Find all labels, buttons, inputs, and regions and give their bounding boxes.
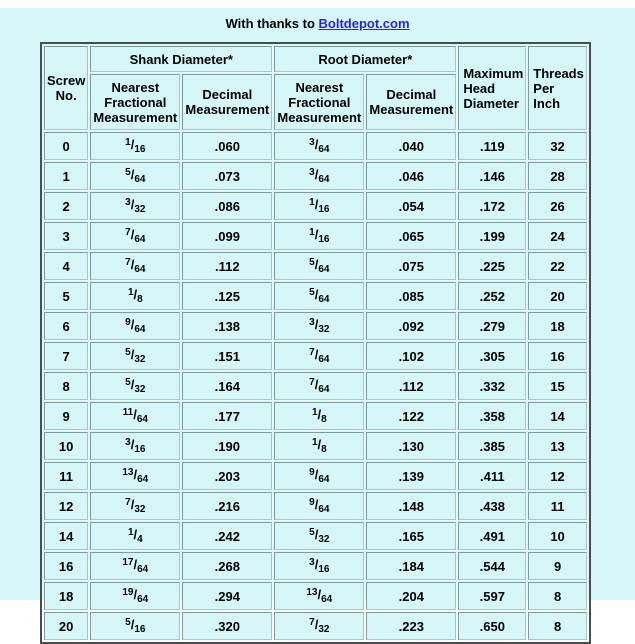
cell-screw-no: 20 (44, 612, 88, 640)
cell-root-decimal: .075 (366, 252, 456, 280)
cell-root-decimal: .092 (366, 312, 456, 340)
fraction-value: $^5/_{32}$ (309, 527, 330, 545)
fraction-value: $^5/_{32}$ (125, 347, 146, 365)
cell-shank-fraction (90, 222, 180, 250)
cell-root-fraction (274, 462, 364, 490)
cell-root-decimal: .165 (366, 522, 456, 550)
table-row (44, 432, 587, 460)
cell-shank-decimal: .073 (182, 162, 272, 190)
cell-threads-per-inch: 10 (528, 522, 587, 550)
table-row (44, 522, 587, 550)
cell-shank-decimal: .203 (182, 462, 272, 490)
cell-root-decimal: .184 (366, 552, 456, 580)
cell-root-fraction (274, 612, 364, 640)
header-root-nearest-fractional: Nearest Fractional Measurement (274, 74, 364, 130)
cell-root-decimal: .139 (366, 462, 456, 490)
cell-screw-no: 3 (44, 222, 88, 250)
table-row (44, 222, 587, 250)
fraction-value: $^{19}/_{64}$ (122, 587, 149, 605)
table-row (44, 372, 587, 400)
cell-max-head-diameter: .411 (458, 462, 526, 490)
cell-shank-decimal: .320 (182, 612, 272, 640)
cell-shank-fraction (90, 162, 180, 190)
table-row (44, 252, 587, 280)
header-max-head-diameter: Maximum Head Diameter (458, 46, 526, 130)
cell-threads-per-inch: 14 (528, 402, 587, 430)
cell-shank-fraction (90, 582, 180, 610)
cell-max-head-diameter: .305 (458, 342, 526, 370)
fraction-value: $^3/_{32}$ (125, 197, 146, 215)
fraction-value: $^1/_8$ (311, 437, 327, 455)
fraction-value: $^3/_{16}$ (309, 557, 330, 575)
cell-max-head-diameter: .252 (458, 282, 526, 310)
cell-shank-fraction (90, 522, 180, 550)
cell-shank-decimal: .099 (182, 222, 272, 250)
header-shank-decimal: Decimal Measurement (182, 74, 272, 130)
fraction-value: $^7/_{32}$ (125, 497, 146, 515)
cell-shank-fraction (90, 132, 180, 160)
fraction-value: $^{13}/_{64}$ (122, 467, 149, 485)
cell-root-decimal: .204 (366, 582, 456, 610)
cell-root-decimal: .054 (366, 192, 456, 220)
table-row (44, 282, 587, 310)
fraction-value: $^7/_{32}$ (309, 617, 330, 635)
cell-max-head-diameter: .119 (458, 132, 526, 160)
fraction-value: $^1/_8$ (311, 407, 327, 425)
fraction-value: $^5/_{16}$ (125, 617, 146, 635)
boltdepot-link[interactable]: Boltdepot.com (318, 16, 410, 31)
table-row (44, 402, 587, 430)
cell-threads-per-inch: 8 (528, 582, 587, 610)
cell-shank-fraction (90, 192, 180, 220)
fraction-value: $^1/_{16}$ (125, 137, 146, 155)
header-shank-diameter: Shank Diameter* (90, 46, 272, 72)
cell-root-fraction (274, 432, 364, 460)
cell-screw-no: 0 (44, 132, 88, 160)
cell-shank-decimal: .294 (182, 582, 272, 610)
header-root-diameter: Root Diameter* (274, 46, 456, 72)
cell-root-fraction (274, 162, 364, 190)
screw-size-table (40, 42, 591, 644)
cell-max-head-diameter: .385 (458, 432, 526, 460)
cell-screw-no: 6 (44, 312, 88, 340)
fraction-value: $^9/_{64}$ (309, 467, 330, 485)
cell-threads-per-inch: 13 (528, 432, 587, 460)
cell-shank-fraction (90, 402, 180, 430)
table-row (44, 462, 587, 490)
table-header (44, 46, 587, 130)
fraction-value: $^9/_{64}$ (309, 497, 330, 515)
fraction-value: $^5/_{64}$ (309, 287, 330, 305)
cell-threads-per-inch: 9 (528, 552, 587, 580)
page-title (0, 8, 635, 32)
fraction-value: $^3/_{32}$ (309, 317, 330, 335)
cell-screw-no: 11 (44, 462, 88, 490)
cell-root-fraction (274, 282, 364, 310)
cell-screw-no: 2 (44, 192, 88, 220)
header-root-decimal: Decimal Measurement (366, 74, 456, 130)
cell-screw-no: 4 (44, 252, 88, 280)
fraction-value: $^5/_{64}$ (309, 257, 330, 275)
table-row (44, 342, 587, 370)
cell-shank-decimal: .125 (182, 282, 272, 310)
fraction-value: $^3/_{64}$ (309, 167, 330, 185)
page-background (0, 8, 635, 635)
fraction-value: $^9/_{64}$ (125, 317, 146, 335)
cell-threads-per-inch: 22 (528, 252, 587, 280)
cell-root-fraction (274, 372, 364, 400)
fraction-value: $^1/_4$ (127, 527, 143, 545)
cell-root-fraction (274, 192, 364, 220)
fraction-value: $^7/_{64}$ (309, 377, 330, 395)
cell-shank-decimal: .112 (182, 252, 272, 280)
cell-root-decimal: .046 (366, 162, 456, 190)
cell-screw-no: 18 (44, 582, 88, 610)
table-row (44, 492, 587, 520)
header-shank-nearest-fractional: Nearest Fractional Measurement (90, 74, 180, 130)
cell-screw-no: 14 (44, 522, 88, 550)
cell-root-decimal: .040 (366, 132, 456, 160)
cell-threads-per-inch: 28 (528, 162, 587, 190)
cell-screw-no: 5 (44, 282, 88, 310)
fraction-value: $^7/_{64}$ (309, 347, 330, 365)
table-row (44, 612, 587, 640)
cell-threads-per-inch: 32 (528, 132, 587, 160)
fraction-value: $^5/_{64}$ (125, 167, 146, 185)
cell-screw-no: 16 (44, 552, 88, 580)
cell-shank-decimal: .138 (182, 312, 272, 340)
table-row (44, 162, 587, 190)
table-row (44, 582, 587, 610)
cell-root-decimal: .223 (366, 612, 456, 640)
cell-threads-per-inch: 20 (528, 282, 587, 310)
cell-root-decimal: .148 (366, 492, 456, 520)
cell-root-fraction (274, 402, 364, 430)
cell-shank-fraction (90, 612, 180, 640)
cell-shank-decimal: .190 (182, 432, 272, 460)
cell-shank-decimal: .242 (182, 522, 272, 550)
cell-max-head-diameter: .491 (458, 522, 526, 550)
cell-root-decimal: .122 (366, 402, 456, 430)
cell-root-decimal: .085 (366, 282, 456, 310)
cell-screw-no: 12 (44, 492, 88, 520)
cell-max-head-diameter: .146 (458, 162, 526, 190)
cell-root-fraction (274, 492, 364, 520)
cell-max-head-diameter: .650 (458, 612, 526, 640)
table-row (44, 552, 587, 580)
cell-shank-fraction (90, 312, 180, 340)
fraction-value: $^3/_{64}$ (309, 137, 330, 155)
cell-threads-per-inch: 12 (528, 462, 587, 490)
cell-threads-per-inch: 26 (528, 192, 587, 220)
header-screw-no: Screw No. (44, 46, 88, 130)
cell-threads-per-inch: 24 (528, 222, 587, 250)
cell-max-head-diameter: .279 (458, 312, 526, 340)
cell-root-fraction (274, 522, 364, 550)
cell-shank-decimal: .177 (182, 402, 272, 430)
fraction-value: $^{13}/_{64}$ (306, 587, 333, 605)
cell-root-fraction (274, 552, 364, 580)
cell-root-decimal: .130 (366, 432, 456, 460)
table-body (44, 132, 587, 640)
cell-threads-per-inch: 16 (528, 342, 587, 370)
fraction-value: $^5/_{32}$ (125, 377, 146, 395)
cell-shank-fraction (90, 462, 180, 490)
table-row (44, 132, 587, 160)
cell-shank-decimal: .164 (182, 372, 272, 400)
cell-root-fraction (274, 252, 364, 280)
cell-root-fraction (274, 132, 364, 160)
cell-screw-no: 9 (44, 402, 88, 430)
fraction-value: $^7/_{64}$ (125, 257, 146, 275)
cell-max-head-diameter: .358 (458, 402, 526, 430)
header-threads-per-inch: Threads Per Inch (528, 46, 587, 130)
cell-max-head-diameter: .172 (458, 192, 526, 220)
cell-max-head-diameter: .332 (458, 372, 526, 400)
cell-threads-per-inch: 18 (528, 312, 587, 340)
cell-threads-per-inch: 8 (528, 612, 587, 640)
cell-screw-no: 8 (44, 372, 88, 400)
cell-shank-decimal: .086 (182, 192, 272, 220)
cell-max-head-diameter: .199 (458, 222, 526, 250)
cell-max-head-diameter: .438 (458, 492, 526, 520)
cell-threads-per-inch: 11 (528, 492, 587, 520)
fraction-value: $^1/_8$ (127, 287, 143, 305)
cell-root-decimal: .065 (366, 222, 456, 250)
cell-max-head-diameter: .544 (458, 552, 526, 580)
cell-screw-no: 1 (44, 162, 88, 190)
fraction-value: $^7/_{64}$ (125, 227, 146, 245)
cell-root-fraction (274, 312, 364, 340)
cell-max-head-diameter: .597 (458, 582, 526, 610)
cell-root-decimal: .112 (366, 372, 456, 400)
cell-shank-fraction (90, 432, 180, 460)
cell-shank-decimal: .268 (182, 552, 272, 580)
cell-root-fraction (274, 222, 364, 250)
cell-shank-fraction (90, 282, 180, 310)
cell-shank-fraction (90, 492, 180, 520)
fraction-value: $^{17}/_{64}$ (122, 557, 149, 575)
cell-screw-no: 10 (44, 432, 88, 460)
cell-shank-decimal: .216 (182, 492, 272, 520)
cell-shank-fraction (90, 252, 180, 280)
cell-root-fraction (274, 342, 364, 370)
cell-shank-fraction (90, 342, 180, 370)
cell-shank-decimal: .151 (182, 342, 272, 370)
fraction-value: $^{11}/_{64}$ (122, 407, 148, 425)
fraction-value: $^1/_{16}$ (309, 227, 330, 245)
fraction-value: $^1/_{16}$ (309, 197, 330, 215)
cell-threads-per-inch: 15 (528, 372, 587, 400)
table-row (44, 312, 587, 340)
fraction-value: $^3/_{16}$ (125, 437, 146, 455)
cell-shank-decimal: .060 (182, 132, 272, 160)
title-text: With thanks to (225, 16, 319, 31)
cell-root-fraction (274, 582, 364, 610)
cell-shank-fraction (90, 552, 180, 580)
cell-screw-no: 7 (44, 342, 88, 370)
table-row (44, 192, 587, 220)
cell-max-head-diameter: .225 (458, 252, 526, 280)
cell-shank-fraction (90, 372, 180, 400)
cell-root-decimal: .102 (366, 342, 456, 370)
